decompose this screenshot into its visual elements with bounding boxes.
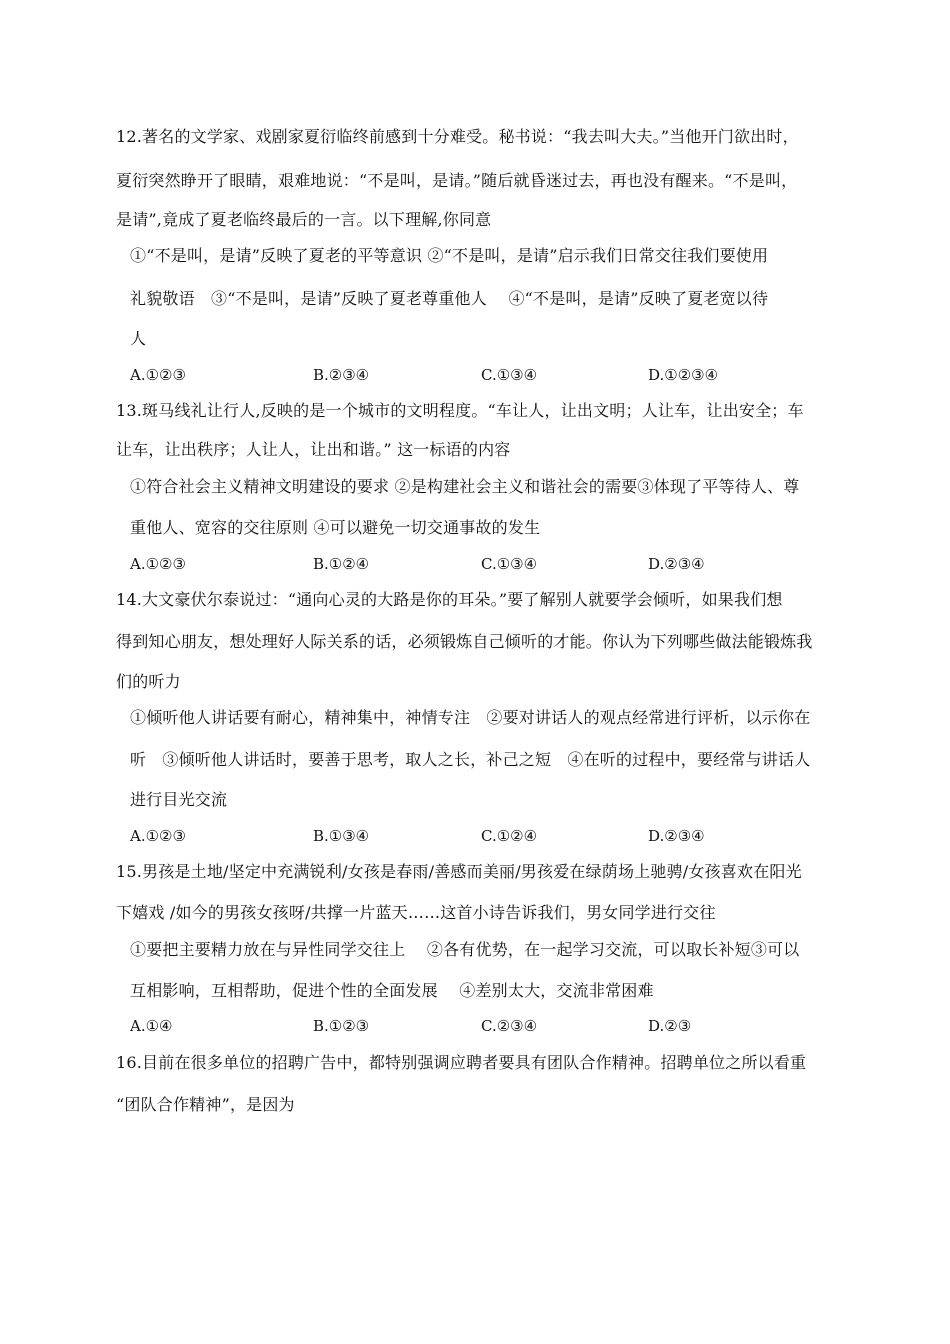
option-d: D.②③④ [648, 827, 705, 845]
statement-line: 礼貌敬语 ③“不是叫，是请”反映了夏老尊重他人 ④“不是叫，是请”反映了夏老宽以待 [130, 289, 769, 308]
option-c: C.②③④ [481, 1017, 538, 1035]
option-a: A.①②③ [130, 827, 186, 845]
question-stem-line: 是请”,竟成了夏老临终最后的一言。以下理解,你同意 [116, 210, 492, 229]
question-stem-line: 下嬉戏 /如今的男孩女孩呀/共撑一片蓝天……这首小诗告诉我们，男女同学进行交往 [116, 903, 716, 922]
statement-line: ①符合社会主义精神文明建设的要求 ②是构建社会主义和谐社会的需要③体现了平等待人、尊 [130, 477, 800, 496]
option-c: C.①③④ [481, 555, 538, 573]
question-stem-line: 们的听力 [116, 672, 181, 691]
option-b: B.②③④ [313, 366, 370, 384]
option-a: A.①④ [130, 1017, 173, 1035]
option-a: A.①②③ [130, 366, 186, 384]
option-c: C.①③④ [481, 366, 538, 384]
question-stem-line: 16.目前在很多单位的招聘广告中，都特别强调应聘者要具有团队合作精神。招聘单位之所以看重 [116, 1053, 807, 1072]
option-d: D.②③ [648, 1017, 692, 1035]
statement-line: 人 [130, 329, 147, 348]
question-stem-line: 14.大文豪伏尔泰说过：“通向心灵的大路是你的耳朵。”要了解别人就要学会倾听，如果我们想 [116, 590, 783, 609]
option-b: B.①②④ [313, 555, 370, 573]
question-stem-line: 12.著名的文学家、戏剧家夏衍临终前感到十分难受。秘书说：“我去叫大夫。”当他开门欲出时， [116, 127, 799, 146]
statement-line: ①要把主要精力放在与异性同学交往上 ②各有优势，在一起学习交流，可以取长补短③可以 [130, 940, 800, 959]
option-b: B.①②③ [313, 1017, 370, 1035]
question-stem-line: 得到知心朋友，想处理好人际关系的话，必须锻炼自己倾听的才能。你认为下列哪些做法能锻炼我 [116, 632, 813, 651]
option-c: C.①②④ [481, 827, 538, 845]
option-d: D.①②③④ [648, 366, 719, 384]
statement-line: ①“不是叫，是请”反映了夏老的平等意识 ②“不是叫，是请”启示我们日常交往我们要使用 [130, 246, 769, 265]
question-stem-line: 夏衍突然睁开了眼睛，艰难地说：“不是叫，是请。”随后就昏迷过去，再也没有醒来。“不是叫， [116, 171, 798, 190]
statement-line: 听 ③倾听他人讲话时，要善于思考，取人之长，补己之短 ④在听的过程中，要经常与讲话人 [130, 750, 811, 769]
question-stem-line: 13.斑马线礼让行人,反映的是一个城市的文明程度。“车让人，让出文明；人让车，让出安全；车 [116, 401, 804, 420]
statement-line: 重他人、宽容的交往原则 ④可以避免一切交通事故的发生 [130, 518, 541, 537]
question-stem-line: 让车，让出秩序；人让人，让出和谐。” 这一标语的内容 [116, 440, 511, 459]
option-a: A.①②③ [130, 555, 186, 573]
option-d: D.②③④ [648, 555, 705, 573]
statement-line: 进行目光交流 [130, 790, 228, 809]
option-b: B.①③④ [313, 827, 370, 845]
statement-line: 互相影响，互相帮助，促进个性的全面发展 ④差别太大，交流非常困难 [130, 981, 654, 1000]
statement-line: ①倾听他人讲话要有耐心，精神集中，神情专注 ②要对讲话人的观点经常进行评析，以示你在 [130, 708, 811, 727]
question-stem-line: 15.男孩是土地/坚定中充满锐利/女孩是春雨/善感而美丽/男孩爱在绿荫场上驰骋/女孩喜欢在阳光 [116, 862, 802, 881]
question-stem-line: “团队合作精神”，是因为 [116, 1095, 295, 1114]
